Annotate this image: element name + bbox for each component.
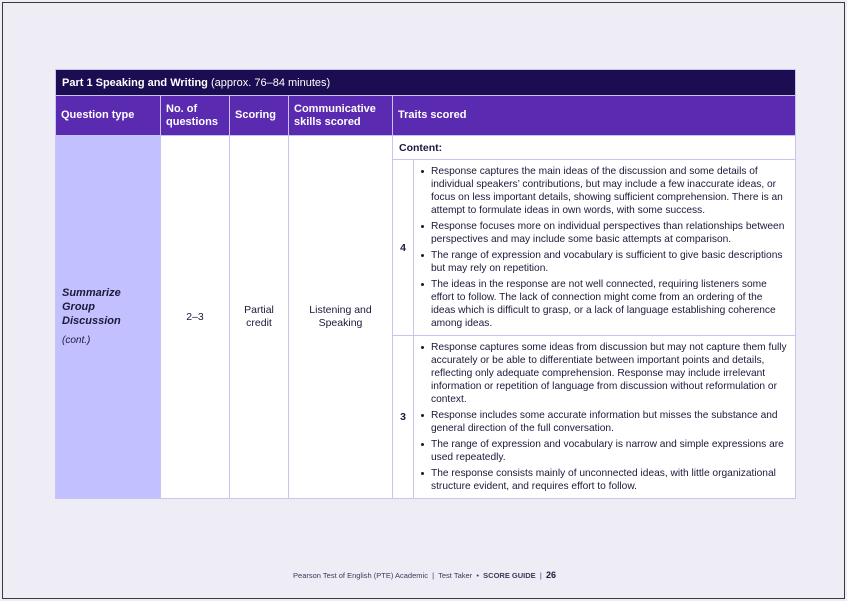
trait-list (420, 341, 787, 493)
trait-item: The range of expression and vocabulary is narrow and simple expressions are used repeatedly. (420, 438, 787, 464)
scoring-cell: Partial credit (230, 136, 289, 499)
trait-item: Response includes some accurate information but misses the substance and general direction of the full conversation. (420, 409, 787, 435)
content-label: Content: (393, 136, 796, 160)
trait-item: Response focuses more on individual perspectives than relationships between perspectives and may include some basic attempts at comparison. (420, 220, 787, 246)
band-traits (414, 160, 796, 336)
table-title-bold: Part 1 Speaking and Writing (62, 76, 208, 89)
header-num-questions: No. of questions (161, 96, 230, 136)
footer-separator: | (539, 571, 542, 580)
table-title-rest: (approx. 76–84 minutes) (207, 76, 331, 89)
footer-separator: | (432, 571, 435, 580)
header-question-type: Question type (56, 96, 161, 136)
trait-item: The ideas in the response are not well connected, requiring listeners some effort to follow. The lack of connection might come from an ordering of the ideas which is difficult to grasp, or a lack of language establishing coherence among ideas. (420, 278, 787, 330)
document-page (2, 2, 845, 599)
footer-guide-label: SCORE GUIDE (483, 571, 536, 580)
skills-cell: Listening and Speaking (289, 136, 393, 499)
footer-dot: • (476, 571, 479, 580)
table-header-row (56, 96, 796, 136)
page-footer (3, 570, 846, 580)
question-type-name: Summarize Group Discussion (62, 287, 121, 327)
header-traits: Traits scored (393, 96, 796, 136)
band-traits (414, 336, 796, 499)
question-type-cell (56, 136, 161, 499)
band-score: 4 (393, 160, 414, 336)
footer-test-name: Pearson Test of English (PTE) Academic (293, 571, 428, 580)
table-title (56, 70, 796, 96)
footer-audience: Test Taker (438, 571, 473, 580)
trait-item: The response consists mainly of unconnected ideas, with little organizational structure evident, and requires effort to follow. (420, 467, 787, 493)
trait-item: The range of expression and vocabulary is sufficient to give basic descriptions but may rely on repetition. (420, 249, 787, 275)
page-number: 26 (545, 570, 556, 580)
trait-item: Response captures the main ideas of the discussion and some details of individual speakers’ contributions, but may include a few inaccurate ideas, or focus on less important details, showing sufficient comprehension. There is an attempt to formulate ideas in own words, with some success. (420, 165, 787, 217)
header-skills: Communicative skills scored (289, 96, 393, 136)
trait-item: Response captures some ideas from discussion but may not capture them fully accurately or be able to differentiate between important points and details, reflecting only adequate comprehension. Response may include irrelevant information or repetition of language from discussion without reformulation or context. (420, 341, 787, 406)
trait-list (420, 165, 787, 330)
content-row (56, 136, 796, 160)
header-scoring: Scoring (230, 96, 289, 136)
band-score: 3 (393, 336, 414, 499)
question-type-note: (cont.) (62, 335, 91, 346)
num-questions-cell: 2–3 (161, 136, 230, 499)
table-title-row (56, 70, 796, 96)
score-table (55, 69, 796, 499)
